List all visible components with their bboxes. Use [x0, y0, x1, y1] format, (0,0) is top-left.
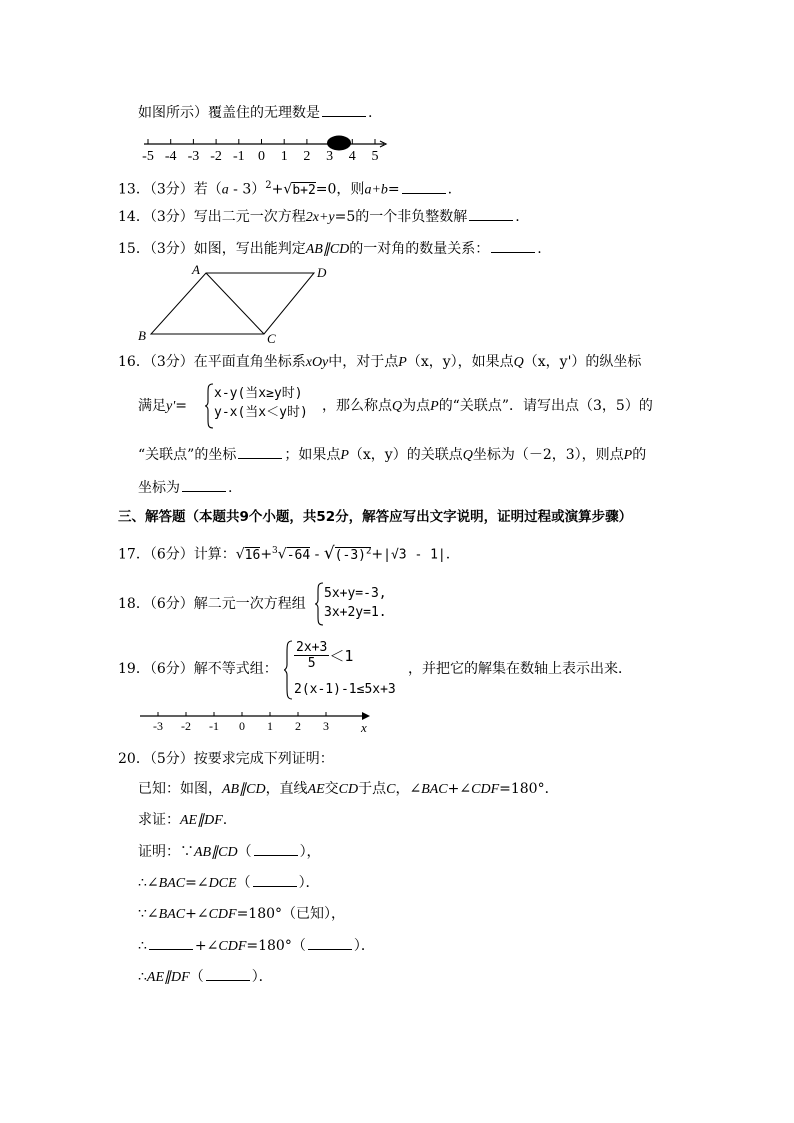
number-line-2-tick-label: -1: [209, 719, 219, 733]
q13-rest: =0，则: [315, 181, 365, 198]
q15-ab: AB∥CD: [305, 242, 350, 257]
q16-p4: P: [623, 448, 633, 463]
q16-q3: Q: [462, 448, 473, 463]
q18-brace: [314, 582, 324, 626]
q19-lt1: ＜1: [329, 647, 354, 665]
q16-p3: P: [340, 448, 349, 463]
number-line-2-tick-label: 1: [267, 719, 273, 733]
q20-p5c: （: [189, 969, 204, 985]
q20-p2d: DCE: [208, 876, 237, 891]
label-c: C: [267, 331, 276, 346]
q16-line-1: [118, 353, 641, 372]
number-line-1-tick-label: 4: [348, 149, 356, 164]
q17-plus: +: [260, 546, 273, 563]
q20-ga: 已知：如图，: [138, 781, 222, 797]
sqrt-icon: √: [235, 546, 245, 563]
q16-p2: P: [430, 399, 439, 414]
q20-pc: .: [222, 812, 228, 828]
q20-proof-4: [138, 937, 375, 956]
number-line-1-tick-label: -1: [232, 149, 245, 164]
q12-end: .: [368, 105, 373, 121]
q20-gae: AE: [307, 782, 325, 797]
q17-r64: -64: [286, 547, 311, 563]
q20-prove: [138, 811, 227, 830]
q18-eq1: 5x+y=-3,: [324, 586, 387, 601]
axis-x-label: x: [361, 720, 367, 735]
q20-gpc: C: [386, 782, 396, 797]
number-line-2-tick-label: -3: [153, 719, 163, 733]
q20-p4d: =180°（: [246, 938, 306, 954]
number-line-1-tick-label: 5: [371, 149, 379, 164]
q19-ineq-2: 2(x-1)-1≤5x+3: [294, 682, 396, 697]
q13-a: a: [221, 182, 229, 198]
number-line-1-tick-label: 2: [303, 149, 311, 164]
q20-p3e: =180°（已知），: [236, 906, 346, 922]
q14-line: [118, 208, 520, 227]
q20-blank-1[interactable]: [254, 843, 298, 856]
q16-l3e: 的: [632, 447, 647, 463]
q13-radicand: b+2: [292, 182, 316, 198]
number-line-1-tick-label: 3: [326, 149, 334, 164]
q13-line: [118, 177, 452, 200]
q20-p2e: （: [236, 875, 251, 891]
q17-plus-2: +: [371, 546, 384, 563]
q17-abs: |√3 - 1|: [383, 547, 446, 563]
q19-den: 5: [307, 656, 316, 671]
q20-p4a: ∴: [138, 938, 147, 954]
q18-system: [324, 584, 387, 622]
q17-cube-index: 3: [272, 546, 278, 556]
q18-text: 18．（6分）解二元一次方程组: [118, 596, 306, 612]
q20-p2f: ）．: [298, 875, 320, 891]
diagonal-ac: [206, 273, 264, 334]
q20-p5d: ）．: [251, 969, 273, 985]
q16-l3c: （x，y）的关联点: [348, 447, 463, 463]
number-line-2: [136, 706, 386, 736]
q20-p1a: 证明：∵: [138, 844, 194, 860]
q16-yp: y': [166, 399, 176, 414]
q12-text: 如图所示）覆盖住的无理数是: [138, 105, 320, 121]
q20-p5a: ∴: [138, 969, 147, 985]
q19-ineq-1: [294, 640, 353, 671]
q20-p2a: ∴∠: [138, 875, 159, 891]
q17-r3: (-3): [334, 547, 366, 563]
q20-p3d: CDF: [208, 907, 237, 922]
q16-l4a: 坐标为: [138, 480, 180, 496]
number-line-2-tick-label: 2: [295, 719, 301, 733]
q20-p2c: =∠: [185, 875, 209, 891]
q20-blank-2[interactable]: [253, 874, 297, 887]
parallelogram-shape: [151, 273, 314, 334]
q20-p1b: AB∥CD: [194, 845, 238, 860]
number-line-1-tick-label: -4: [164, 149, 177, 164]
number-line-2-arrow-icon: [362, 712, 370, 720]
q16-l2eq: =: [175, 398, 187, 414]
q13-exp: 2: [265, 180, 272, 191]
q16-l2a: 满足: [138, 398, 166, 414]
q17-line: [118, 542, 450, 565]
q16-blank-2[interactable]: [182, 479, 226, 492]
q14-text: 14．（3分）写出二元一次方程: [118, 209, 306, 225]
q15-text: 15．（3分）如图，写出能判定: [118, 241, 306, 257]
q16-xoy: xOy: [305, 355, 329, 370]
q20-given: [138, 780, 559, 799]
q20-gg: =180°．: [499, 781, 559, 797]
q19-rest: ，并把它的解集在数轴上表示出来．: [408, 661, 632, 677]
q16-case-1: x-y(当x≥y时): [214, 386, 303, 401]
sqrt-icon: √: [323, 543, 335, 564]
q20-gd: 于点: [358, 781, 387, 797]
q20-title: 20．（5分）按要求完成下列证明：: [118, 751, 334, 767]
number-line-1-tick-label: 0: [258, 149, 265, 164]
q16-l1b: 中，对于点: [328, 354, 399, 370]
q17-end: .: [445, 546, 451, 563]
q16-l1c: （x，y），如果点: [406, 354, 514, 370]
q20-proof-3: [138, 905, 345, 924]
section-3-heading: 三、解答题（本题共9个小题，共52分，解答应写出文字说明，证明过程或演算步骤）: [118, 509, 633, 525]
q20-p1d: ），: [299, 844, 321, 860]
cover-blot: [327, 136, 351, 151]
cube-root-icon: √: [277, 546, 287, 563]
q17-minus: -: [310, 546, 324, 563]
q16-l3b: ；如果点: [284, 447, 341, 463]
q19-line: [118, 660, 278, 678]
q16-l2d: 的“关联点”．请写出点（3，5）的: [438, 398, 653, 414]
q13-eq: =: [387, 181, 400, 198]
number-line-1-tick-label: -5: [142, 149, 154, 164]
q16-case-2: y-x(当x＜y时): [214, 405, 308, 420]
number-line-1: [136, 132, 396, 168]
q19-fraction: [294, 640, 329, 671]
q14-blank[interactable]: [469, 208, 513, 221]
q20-p3b: BAC: [158, 907, 186, 922]
q16-line-4: [138, 479, 232, 497]
q20-proof-1: [138, 843, 321, 862]
sqrt-icon: √: [283, 181, 293, 198]
q16-end: .: [228, 480, 233, 496]
q20-pa: 求证：: [138, 812, 180, 828]
number-line-1-tick-label: -3: [187, 149, 200, 164]
q20-gcdf: CDF: [471, 782, 500, 797]
q19-text: 19．（6分）解不等式组：: [118, 661, 278, 677]
q20-gcd: CD: [338, 782, 359, 797]
q16-l3a: “关联点”的坐标: [138, 447, 237, 463]
q20-p3c: +∠: [185, 906, 209, 922]
label-b: B: [138, 328, 146, 343]
q20-gbac: BAC: [421, 782, 448, 797]
q15-line: [118, 240, 542, 259]
q18-line: [118, 595, 306, 613]
q20-proof-2: [138, 874, 320, 893]
q17-text: 17．（6分）计算：: [118, 546, 236, 563]
number-line-1-tick-label: -2: [210, 149, 222, 164]
q20-proof-5: [138, 968, 273, 987]
figure-15-parallelogram: [132, 260, 342, 346]
q20-p4e: ）．: [353, 938, 375, 954]
number-line-2-tick-label: -2: [181, 719, 191, 733]
q14-rest: =5的一个非负整数解: [334, 209, 468, 225]
q20-p4b: +∠: [194, 938, 219, 954]
q20-blank-4[interactable]: [308, 937, 352, 950]
q20-p3a: ∵∠: [138, 906, 159, 922]
q13-num: 13．（3分）若（: [118, 181, 222, 198]
q13-mid: - 3）: [228, 181, 266, 198]
q16-q: Q: [513, 355, 524, 370]
q16-l1: 16．（3分）在平面直角坐标系: [118, 354, 306, 370]
number-line-2-tick-label: 0: [239, 719, 245, 733]
q20-p5b: AE∥DF: [146, 970, 190, 985]
q14-eq: 2x+y: [305, 210, 335, 225]
q13-end: .: [447, 181, 453, 198]
q13-ab: a+b: [364, 182, 388, 198]
q19-num: 2x+3: [296, 640, 328, 655]
number-line-1-tick-label: 1: [280, 149, 288, 164]
q16-line-2a: [138, 397, 187, 416]
q20-p2b: BAC: [158, 876, 186, 891]
q20-p1c: （: [237, 844, 252, 860]
q16-blank-1[interactable]: [238, 446, 282, 459]
q20-blank-3[interactable]: [149, 937, 193, 950]
q13-plus: +: [271, 181, 284, 198]
q17-r16: 16: [244, 547, 261, 563]
q19-brace: [283, 640, 293, 700]
label-d: D: [317, 265, 327, 280]
q16-l3d: 坐标为（－2，3），则点: [472, 447, 624, 463]
q14-end: .: [515, 209, 520, 225]
q20-gf: +∠: [447, 781, 472, 797]
q15-rest: 的一对角的数量关系：: [349, 241, 490, 257]
q16-line-2b: [322, 397, 653, 416]
q20-blank-5[interactable]: [206, 968, 250, 981]
q16-brace: [204, 383, 214, 429]
q20-ge: ，∠: [395, 781, 422, 797]
q20-gb: ，直线: [265, 781, 308, 797]
q16-l1d: （x，y'）的纵坐标: [523, 354, 642, 370]
q17-sq: 2: [365, 546, 372, 557]
number-line-2-tick-label: 3: [323, 719, 329, 733]
q16-l2b: ，那么称点: [322, 398, 392, 414]
q16-l2c: 为点: [402, 398, 431, 414]
q16-q2: Q: [392, 399, 403, 414]
q12-line: [138, 104, 372, 122]
q16-p: P: [398, 355, 407, 370]
q18-eq2: 3x+2y=1.: [324, 605, 387, 620]
q16-cases: [214, 384, 308, 422]
q20-gab: AB∥CD: [222, 782, 266, 797]
q15-end: .: [537, 241, 542, 257]
q16-line-3: [138, 446, 646, 465]
label-a: A: [192, 262, 200, 277]
q13-blank[interactable]: [402, 181, 446, 194]
q20-p4c: CDF: [218, 939, 247, 954]
q12-blank[interactable]: [322, 104, 366, 117]
q15-blank[interactable]: [491, 240, 535, 253]
q20-gc: 交: [324, 781, 339, 797]
q20-pb: AE∥DF: [180, 813, 223, 828]
